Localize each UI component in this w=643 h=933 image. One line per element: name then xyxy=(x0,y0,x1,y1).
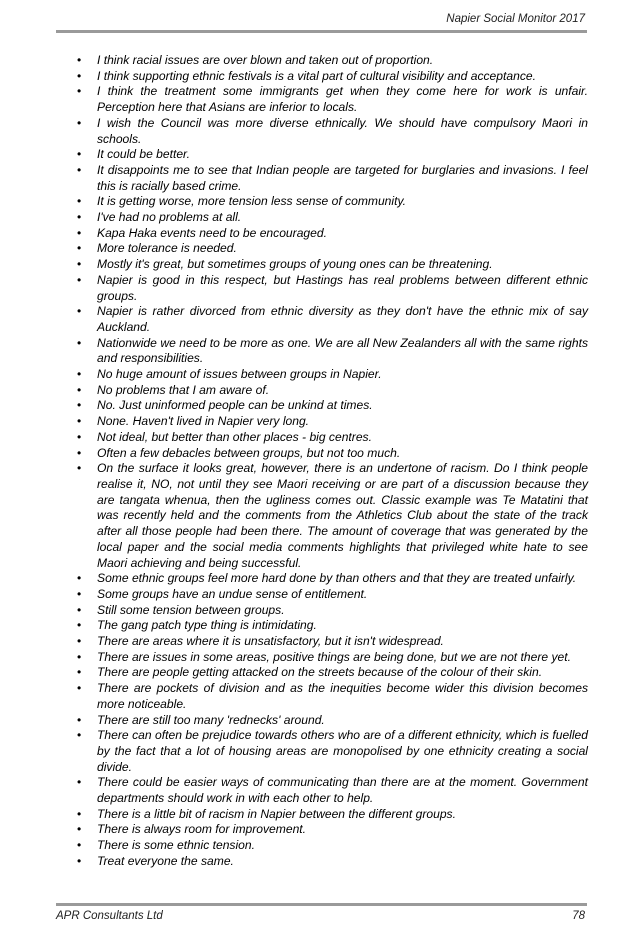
bullet-icon: • xyxy=(77,461,82,476)
bullet-icon: • xyxy=(77,822,82,837)
comment-text: It is getting worse, more tension less sense of community. xyxy=(97,194,406,209)
bullet-icon: • xyxy=(77,335,82,350)
comment-item xyxy=(77,115,588,147)
comment-item xyxy=(77,84,588,115)
header-divider xyxy=(56,30,587,33)
comment-item xyxy=(77,194,588,210)
footer-company: APR Consultants Ltd xyxy=(56,910,163,922)
comment-text: Napier is rather divorced from ethnic diversity as they don't have the ethnic mix of say Auckland. xyxy=(97,304,588,334)
bullet-icon: • xyxy=(77,68,82,83)
comment-item xyxy=(77,838,588,854)
comment-text: It disappoints me to see that Indian people are targeted for burglaries and invasions. I feel this is racially based crime. xyxy=(97,162,588,193)
comment-text: There are still too many 'rednecks' around. xyxy=(97,712,325,727)
bullet-icon: • xyxy=(77,775,82,790)
comment-text: No huge amount of issues between groups in Napier. xyxy=(97,367,382,382)
bullet-icon: • xyxy=(77,210,82,225)
bullet-icon: • xyxy=(77,618,82,633)
comment-text: Mostly it's great, but sometimes groups of young ones can be threatening. xyxy=(97,257,493,272)
comment-item xyxy=(77,367,588,383)
comment-text: Often a few debacles between groups, but not too much. xyxy=(97,445,401,460)
bullet-icon: • xyxy=(77,398,82,413)
page-number: 78 xyxy=(572,910,585,922)
bullet-icon: • xyxy=(77,367,82,382)
bullet-icon: • xyxy=(77,445,82,460)
comment-item xyxy=(77,618,588,634)
comment-text: On the surface it looks great, however, there is an undertone of racism. Do I think people realise it, NO, not until they see Maori receiving or are part of a discussion because they are tangata whenua, then the ugliness comes out. Classic example was Te Matatini that was recently held and the comments from the Athletics Club about the state of the track after all those people had been there. The amount of coverage that was generated by the local paper and the social media comments highlights that privileged white hate to see Maori achieving and being successful. xyxy=(97,461,588,570)
footer-divider xyxy=(56,903,587,906)
bullet-icon: • xyxy=(77,53,82,67)
comment-item xyxy=(77,445,588,462)
comment-item xyxy=(77,853,588,870)
comment-text: Some groups have an undue sense of entitlement. xyxy=(97,586,368,601)
bullet-icon: • xyxy=(77,84,82,99)
comment-item xyxy=(77,634,588,650)
comment-text: There is always room for improvement. xyxy=(97,822,307,837)
comment-list xyxy=(77,53,588,870)
bullet-icon: • xyxy=(77,115,82,130)
comment-item xyxy=(77,586,588,603)
bullet-icon: • xyxy=(77,586,82,601)
comment-item xyxy=(77,147,588,163)
comment-text: It could be better. xyxy=(97,147,190,162)
comment-item xyxy=(77,304,588,335)
comment-text: Not ideal, but better than other places - big centres. xyxy=(97,429,372,444)
comment-item xyxy=(77,822,588,838)
comment-text: Still some tension between groups. xyxy=(97,602,285,617)
comment-text: There are issues in some areas, positive things are being done, but we are not there yet. xyxy=(97,649,571,664)
comment-item xyxy=(77,602,588,619)
bullet-icon: • xyxy=(77,382,82,397)
comment-item xyxy=(77,571,588,587)
comment-item xyxy=(77,210,588,226)
bullet-icon: • xyxy=(77,414,82,429)
bullet-icon: • xyxy=(77,838,82,853)
bullet-icon: • xyxy=(77,304,82,319)
bullet-icon: • xyxy=(77,194,82,209)
bullet-icon: • xyxy=(77,602,82,617)
bullet-icon: • xyxy=(77,257,82,272)
comment-text: Nationwide we need to be more as one. We are all New Zealanders all with the same rights and responsibilities. xyxy=(97,335,588,366)
comment-text: There is a little bit of racism in Napier between the different groups. xyxy=(97,806,456,821)
comment-text: The gang patch type thing is intimidating. xyxy=(97,618,317,633)
comment-text: I think racial issues are over blown and taken out of proportion. xyxy=(97,53,434,67)
bullet-icon: • xyxy=(77,162,82,177)
comment-item xyxy=(77,649,588,666)
comment-text: There could be easier ways of communicating than there are at the moment. Government departments should work in with each other to help. xyxy=(97,775,588,806)
comment-text: I wish the Council was more diverse ethnically. We should have compulsory Maori in schools. xyxy=(97,115,588,146)
comment-item xyxy=(77,257,588,273)
comment-item xyxy=(77,414,588,430)
bullet-icon: • xyxy=(77,853,82,868)
comment-item xyxy=(77,775,588,806)
bullet-icon: • xyxy=(77,241,82,256)
comment-item xyxy=(77,712,588,729)
bullet-icon: • xyxy=(77,665,82,680)
bullet-icon: • xyxy=(77,429,82,444)
comment-item xyxy=(77,335,588,367)
bullet-icon: • xyxy=(77,571,82,586)
comment-item xyxy=(77,728,588,775)
comment-item xyxy=(77,53,588,69)
comment-text: Some ethnic groups feel more hard done by than others and that they are treated unfairly. xyxy=(97,571,577,586)
bullet-icon: • xyxy=(77,681,82,696)
bullet-icon: • xyxy=(77,272,82,287)
comment-item xyxy=(77,429,588,446)
bullet-icon: • xyxy=(77,225,82,240)
comment-item xyxy=(77,665,588,681)
comment-item xyxy=(77,272,588,304)
comment-item xyxy=(77,68,588,85)
comment-item xyxy=(77,398,588,414)
comment-text: There are people getting attacked on the streets because of the colour of their skin. xyxy=(97,665,543,680)
comment-text: I've had no problems at all. xyxy=(97,210,242,225)
comment-text: Treat everyone the same. xyxy=(97,853,234,868)
comment-item xyxy=(77,806,588,823)
comment-item xyxy=(77,162,588,194)
comment-text: I think the treatment some immigrants get when they come here for work is unfair. Perception here that Asians are inferior to locals. xyxy=(97,84,588,115)
comment-item xyxy=(77,225,588,242)
comment-text: Kapa Haka events need to be encouraged. xyxy=(97,225,327,240)
comment-text: There can often be prejudice towards others who are of a different ethnicity, which is fuelled by the fact that a lot of housing areas are monopolised by one ethnicity creating a social divide. xyxy=(97,728,588,774)
comment-text: I think supporting ethnic festivals is a vital part of cultural visibility and acceptance. xyxy=(97,68,536,83)
comment-item xyxy=(77,461,588,571)
bullet-icon: • xyxy=(77,634,82,649)
comment-text: More tolerance is needed. xyxy=(97,241,237,256)
comment-text: No problems that I am aware of. xyxy=(97,382,270,397)
comment-item xyxy=(77,241,588,257)
comment-text: No. Just uninformed people can be unkind at times. xyxy=(97,398,373,413)
comment-text: None. Haven't lived in Napier very long. xyxy=(97,414,310,429)
comment-text: There are areas where it is unsatisfactory, but it isn't widespread. xyxy=(97,634,444,649)
page-header-title: Napier Social Monitor 2017 xyxy=(446,13,585,25)
comment-item xyxy=(77,382,588,399)
bullet-icon: • xyxy=(77,728,82,743)
bullet-icon: • xyxy=(77,806,82,821)
comment-text: There are pockets of division and as the inequities become wider this division becomes more noticeable. xyxy=(97,681,588,711)
bullet-icon: • xyxy=(77,649,82,664)
comment-item xyxy=(77,681,588,712)
comment-text: There is some ethnic tension. xyxy=(97,838,255,853)
comment-text: Napier is good in this respect, but Hastings has real problems between different ethnic groups. xyxy=(97,272,588,303)
bullet-icon: • xyxy=(77,147,82,162)
bullet-icon: • xyxy=(77,712,82,727)
